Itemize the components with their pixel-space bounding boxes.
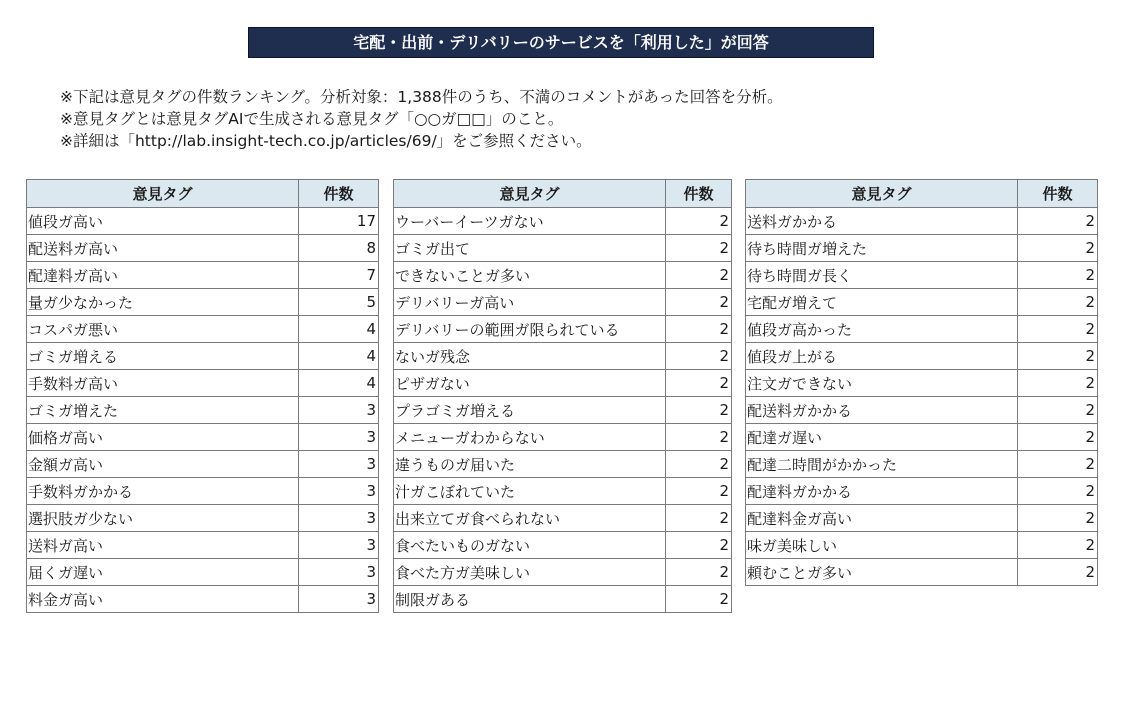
header-tag: 意見タグ — [746, 180, 1018, 208]
table-row — [27, 262, 379, 289]
count-cell: 3 — [299, 586, 379, 613]
opinion-tag-cell: 配達料ガかかる — [746, 478, 1018, 505]
count-cell: 2 — [666, 478, 732, 505]
count-cell: 2 — [1018, 262, 1098, 289]
page-title: 宅配・出前・デリバリーのサービスを「利用した」が回答 — [248, 27, 874, 58]
table-row — [746, 370, 1098, 397]
opinion-tag-cell: デリバリーの範囲ガ限られている — [394, 316, 666, 343]
count-cell: 2 — [666, 208, 732, 235]
opinion-tag-cell: 値段ガ高かった — [746, 316, 1018, 343]
header-tag: 意見タグ — [394, 180, 666, 208]
table-row — [746, 289, 1098, 316]
count-cell: 2 — [1018, 397, 1098, 424]
opinion-tag-cell: ウーバーイーツガない — [394, 208, 666, 235]
table-row — [27, 586, 379, 613]
table-row — [394, 532, 732, 559]
table-row — [27, 235, 379, 262]
table-row — [27, 532, 379, 559]
count-cell: 3 — [299, 532, 379, 559]
table-row — [27, 343, 379, 370]
table-row — [746, 505, 1098, 532]
table-row — [394, 289, 732, 316]
table-row — [746, 235, 1098, 262]
opinion-tag-cell: ゴミガ増えた — [27, 397, 299, 424]
opinion-tag-cell: 配送料ガかかる — [746, 397, 1018, 424]
opinion-tag-cell: 値段ガ高い — [27, 208, 299, 235]
header-count: 件数 — [299, 180, 379, 208]
opinion-tag-cell: 価格ガ高い — [27, 424, 299, 451]
table-row — [394, 424, 732, 451]
opinion-tag-cell: ないガ残念 — [394, 343, 666, 370]
opinion-tag-cell: プラゴミガ増える — [394, 397, 666, 424]
count-cell: 2 — [666, 532, 732, 559]
note-line: ※詳細は「http://lab.insight-tech.co.jp/articles/69/」をご参照ください。 — [60, 132, 592, 150]
table-row — [27, 289, 379, 316]
table-row — [394, 316, 732, 343]
opinion-tag-cell: 食べたいものガない — [394, 532, 666, 559]
opinion-tag-cell: できないことガ多い — [394, 262, 666, 289]
opinion-tag-cell: デリバリーガ高い — [394, 289, 666, 316]
count-cell: 2 — [666, 343, 732, 370]
count-cell: 4 — [299, 316, 379, 343]
table-row — [746, 532, 1098, 559]
table-row — [746, 208, 1098, 235]
count-cell: 2 — [1018, 370, 1098, 397]
opinion-tag-cell: 制限ガある — [394, 586, 666, 613]
table-row — [394, 208, 732, 235]
count-cell: 2 — [1018, 478, 1098, 505]
opinion-tag-cell: 値段ガ上がる — [746, 343, 1018, 370]
opinion-tag-cell: 送料ガかかる — [746, 208, 1018, 235]
count-cell: 2 — [666, 586, 732, 613]
table-row — [394, 559, 732, 586]
count-cell: 3 — [299, 478, 379, 505]
table-row — [746, 559, 1098, 586]
count-cell: 5 — [299, 289, 379, 316]
opinion-tag-cell: 配達料金ガ高い — [746, 505, 1018, 532]
notes — [60, 86, 783, 152]
tag-table-2 — [393, 179, 732, 613]
table-row — [746, 316, 1098, 343]
count-cell: 2 — [1018, 316, 1098, 343]
count-cell: 2 — [1018, 235, 1098, 262]
opinion-tag-cell: 待ち時間ガ増えた — [746, 235, 1018, 262]
note-line: ※下記は意見タグの件数ランキング。分析対象：1,388件のうち、不満のコメントがあった回答を分析。 — [60, 88, 783, 106]
count-cell: 2 — [1018, 559, 1098, 586]
opinion-tag-cell: 届くガ遅い — [27, 559, 299, 586]
opinion-tag-cell: 配達ガ遅い — [746, 424, 1018, 451]
opinion-tag-cell: 頼むことガ多い — [746, 559, 1018, 586]
opinion-tag-cell: 食べた方ガ美味しい — [394, 559, 666, 586]
table-row — [394, 343, 732, 370]
header-count: 件数 — [666, 180, 732, 208]
opinion-tag-cell: 味ガ美味しい — [746, 532, 1018, 559]
tag-table-1 — [26, 179, 379, 613]
opinion-tag-cell: 手数料ガかかる — [27, 478, 299, 505]
note-line: ※意見タグとは意見タグAIで生成される意見タグ「○○ガ□□」のこと。 — [60, 110, 564, 128]
opinion-tag-cell: 送料ガ高い — [27, 532, 299, 559]
table-row — [27, 370, 379, 397]
table-row — [394, 586, 732, 613]
count-cell: 2 — [666, 316, 732, 343]
table-row — [27, 559, 379, 586]
table-row — [746, 397, 1098, 424]
header-tag: 意見タグ — [27, 180, 299, 208]
table-row — [27, 451, 379, 478]
count-cell: 17 — [299, 208, 379, 235]
opinion-tag-cell: ピザガない — [394, 370, 666, 397]
opinion-tag-cell: 量ガ少なかった — [27, 289, 299, 316]
count-cell: 2 — [1018, 424, 1098, 451]
table-row — [27, 505, 379, 532]
count-cell: 2 — [666, 505, 732, 532]
count-cell: 2 — [666, 370, 732, 397]
tag-table-3 — [745, 179, 1098, 586]
count-cell: 2 — [666, 289, 732, 316]
count-cell: 2 — [1018, 451, 1098, 478]
count-cell: 2 — [666, 424, 732, 451]
table-row — [394, 397, 732, 424]
opinion-tag-cell: コスパガ悪い — [27, 316, 299, 343]
opinion-tag-cell: ゴミガ増える — [27, 343, 299, 370]
count-cell: 2 — [666, 451, 732, 478]
table-row — [27, 424, 379, 451]
table-row — [394, 370, 732, 397]
table-row — [27, 478, 379, 505]
count-cell: 8 — [299, 235, 379, 262]
count-cell: 2 — [1018, 343, 1098, 370]
opinion-tag-cell: メニューガわからない — [394, 424, 666, 451]
opinion-tag-cell: 手数料ガ高い — [27, 370, 299, 397]
count-cell: 2 — [666, 262, 732, 289]
count-cell: 2 — [1018, 532, 1098, 559]
opinion-tag-cell: 注文ガできない — [746, 370, 1018, 397]
table-row — [27, 208, 379, 235]
count-cell: 3 — [299, 451, 379, 478]
count-cell: 2 — [1018, 208, 1098, 235]
opinion-tag-cell: 配達料ガ高い — [27, 262, 299, 289]
count-cell: 2 — [666, 235, 732, 262]
table-row — [394, 262, 732, 289]
table-row — [746, 424, 1098, 451]
opinion-tag-cell: 出来立てガ食べられない — [394, 505, 666, 532]
count-cell: 4 — [299, 370, 379, 397]
table-row — [394, 451, 732, 478]
opinion-tag-cell: 配達二時間がかかった — [746, 451, 1018, 478]
count-cell: 3 — [299, 505, 379, 532]
table-row — [746, 262, 1098, 289]
table-row — [394, 478, 732, 505]
opinion-tag-cell: 汁ガこぼれていた — [394, 478, 666, 505]
table-row — [394, 235, 732, 262]
count-cell: 4 — [299, 343, 379, 370]
table-row — [746, 451, 1098, 478]
table-row — [27, 397, 379, 424]
count-cell: 2 — [1018, 505, 1098, 532]
count-cell: 3 — [299, 424, 379, 451]
table-row — [746, 478, 1098, 505]
header-count: 件数 — [1018, 180, 1098, 208]
count-cell: 7 — [299, 262, 379, 289]
count-cell: 3 — [299, 559, 379, 586]
opinion-tag-cell: 料金ガ高い — [27, 586, 299, 613]
opinion-tag-cell: 金額ガ高い — [27, 451, 299, 478]
table-row — [27, 316, 379, 343]
opinion-tag-cell: 違うものガ届いた — [394, 451, 666, 478]
opinion-tag-cell: 待ち時間ガ長く — [746, 262, 1018, 289]
table-row — [394, 505, 732, 532]
count-cell: 2 — [666, 559, 732, 586]
opinion-tag-cell: 選択肢ガ少ない — [27, 505, 299, 532]
opinion-tag-cell: 宅配ガ増えて — [746, 289, 1018, 316]
count-cell: 2 — [1018, 289, 1098, 316]
count-cell: 3 — [299, 397, 379, 424]
table-row — [746, 343, 1098, 370]
opinion-tag-cell: ゴミガ出て — [394, 235, 666, 262]
count-cell: 2 — [666, 397, 732, 424]
opinion-tag-cell: 配送料ガ高い — [27, 235, 299, 262]
